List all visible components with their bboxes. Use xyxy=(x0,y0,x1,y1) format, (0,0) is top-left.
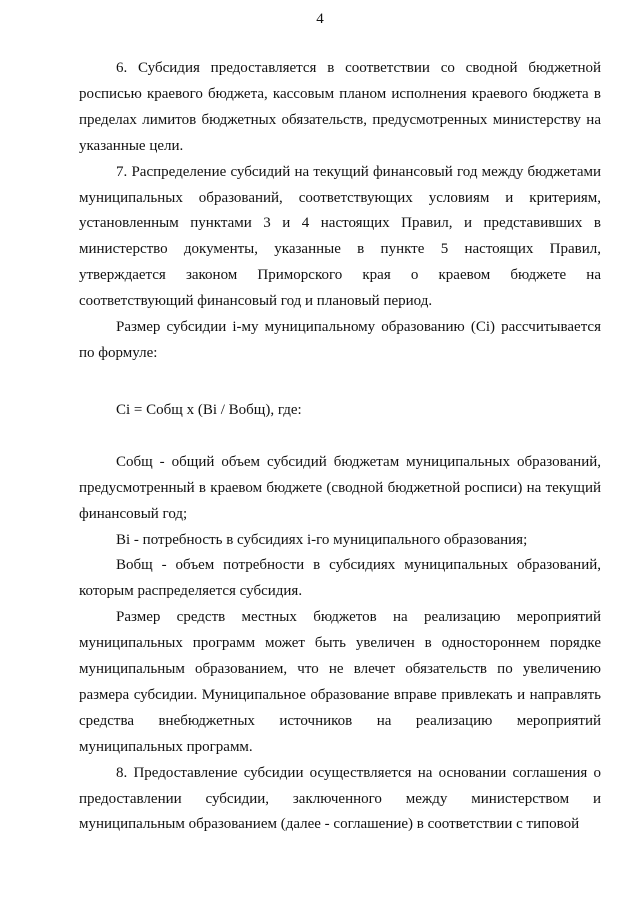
paragraph-6-subsidy-provision: 6. Субсидия предоставляется в соответствии со сводной бюджетной росписью краевого бюджета, кассовым планом исполнения краевого бюджета в пределах лимитов бюджетных обязательств, предусмотренных министерству на указанные цели. xyxy=(79,60,601,154)
paragraph-7-subsidy-distribution: 7. Распределение субсидий на текущий финансовый год между бюджетами муниципальных образований, соответствующих условиям и критериям, установленным пунктами 3 и 4 настоящих Правил, и представивших в министерство документы, указанные в пункте 5 настоящих Правил, утверждается законом Приморского края о краевом бюджете на соответствующий финансовый год и плановый период. xyxy=(79,163,601,310)
page-number: 4 xyxy=(316,11,324,27)
paragraph-local-budget-funds: Размер средств местных бюджетов на реализацию мероприятий муниципальных программ может быть увеличен в одностороннем порядке муниципальным образованием, что не влечет обязательств по увеличению размера субсидии. Муниципальное образование вправе привлекать и направлять средства внебюджетных источников на реализацию мероприятий муниципальных программ. xyxy=(79,609,601,755)
document-body xyxy=(79,56,601,838)
definition-b-total: Bобщ - объем потребности в субсидиях муниципальных образований, которым распределяется субсидия. xyxy=(79,557,601,600)
definition-c-total: Cобщ - общий объем субсидий бюджетам муниципальных образований, предусмотренный в краевом бюджете (сводной бюджетной росписи) на текущий финансовый год; xyxy=(79,453,601,522)
paragraph-8-agreement: 8. Предоставление субсидии осуществляется на основании соглашения о предоставлении субсидии, заключенного между министерством и муниципальным образованием (далее - соглашение) в соответствии с типовой xyxy=(79,764,601,833)
subsidy-formula: Ci = Cобщ x (Bi / Bобщ), где: xyxy=(116,401,302,418)
definition-b-i: Bi - потребность в субсидиях i-го муниципального образования; xyxy=(116,531,528,548)
paragraph-subsidy-size-intro: Размер субсидии i-му муниципальному образованию (Ci) рассчитывается по формуле: xyxy=(79,319,601,361)
